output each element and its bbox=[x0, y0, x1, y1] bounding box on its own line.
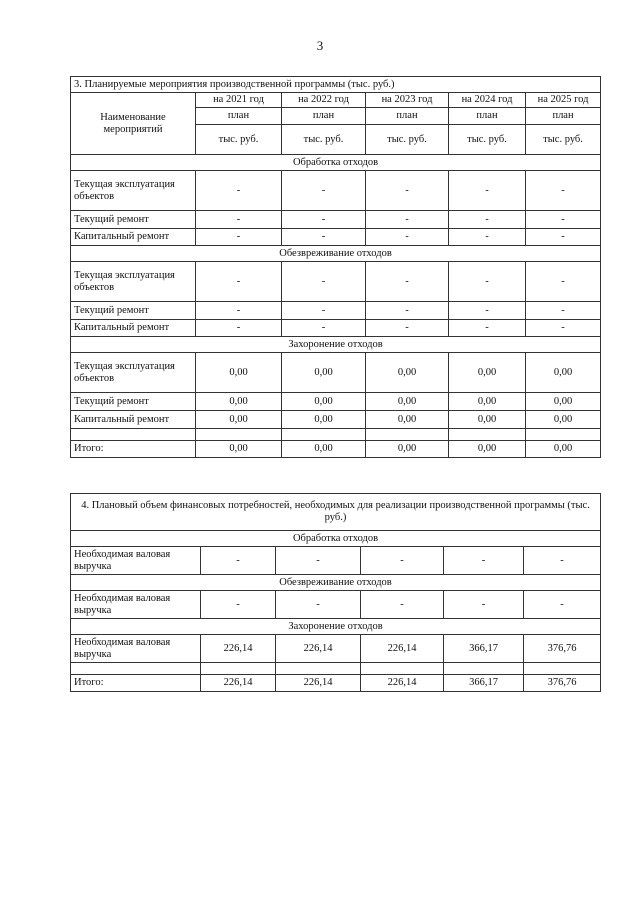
unit-header: тыс. руб. bbox=[366, 125, 449, 155]
value-cell: - bbox=[196, 302, 282, 320]
table-row bbox=[71, 547, 601, 575]
table-row bbox=[71, 211, 601, 229]
total-value: 226,14 bbox=[201, 675, 276, 692]
value-cell: 0,00 bbox=[196, 353, 282, 393]
blank-row bbox=[71, 429, 601, 441]
financial-needs-table bbox=[70, 493, 601, 692]
table-row bbox=[71, 411, 601, 429]
value-cell: - bbox=[444, 547, 524, 575]
value-cell: - bbox=[201, 547, 276, 575]
table4-title: 4. Плановый объем финансовых потребностей, необходимых для реализации производственной программы (тыс. руб.) bbox=[71, 494, 601, 531]
value-cell: - bbox=[524, 547, 601, 575]
value-cell: - bbox=[526, 320, 601, 337]
table-row bbox=[71, 591, 601, 619]
total-value: 0,00 bbox=[526, 441, 601, 458]
year-header: на 2021 год bbox=[196, 93, 282, 108]
value-cell: - bbox=[282, 302, 366, 320]
year-header: на 2023 год bbox=[366, 93, 449, 108]
row-name: Текущая эксплуатация объектов bbox=[71, 262, 196, 302]
row-name: Текущая эксплуатация объектов bbox=[71, 171, 196, 211]
section-title: Захоронение отходов bbox=[71, 337, 601, 353]
total-row bbox=[71, 675, 601, 692]
row-name: Капитальный ремонт bbox=[71, 320, 196, 337]
value-cell: - bbox=[366, 211, 449, 229]
value-cell: - bbox=[449, 211, 526, 229]
value-cell: 226,14 bbox=[201, 635, 276, 663]
value-cell: - bbox=[196, 262, 282, 302]
value-cell: - bbox=[526, 302, 601, 320]
planned-activities-table bbox=[70, 76, 601, 458]
value-cell: - bbox=[196, 211, 282, 229]
value-cell: - bbox=[524, 591, 601, 619]
value-cell: 226,14 bbox=[361, 635, 444, 663]
value-cell: - bbox=[526, 262, 601, 302]
table-row bbox=[71, 320, 601, 337]
value-cell: - bbox=[196, 171, 282, 211]
value-cell: 0,00 bbox=[282, 393, 366, 411]
value-cell: - bbox=[366, 262, 449, 302]
section-title: Захоронение отходов bbox=[71, 619, 601, 635]
value-cell: 0,00 bbox=[366, 393, 449, 411]
plan-header: план bbox=[366, 108, 449, 125]
value-cell: - bbox=[366, 171, 449, 211]
total-value: 376,76 bbox=[524, 675, 601, 692]
total-value: 226,14 bbox=[276, 675, 361, 692]
name-column-header: Наименование мероприятий bbox=[71, 93, 196, 155]
value-cell: 0,00 bbox=[282, 353, 366, 393]
value-cell: 376,76 bbox=[524, 635, 601, 663]
section-title: Обезвреживание отходов bbox=[71, 575, 601, 591]
value-cell: 0,00 bbox=[526, 411, 601, 429]
value-cell: 0,00 bbox=[366, 353, 449, 393]
blank-row bbox=[71, 663, 601, 675]
table3-title: 3. Планируемые мероприятия производственной программы (тыс. руб.) bbox=[71, 77, 601, 93]
value-cell: 0,00 bbox=[449, 393, 526, 411]
value-cell: 366,17 bbox=[444, 635, 524, 663]
table-row bbox=[71, 229, 601, 246]
row-name: Текущий ремонт bbox=[71, 211, 196, 229]
table-row bbox=[71, 262, 601, 302]
value-cell: - bbox=[526, 229, 601, 246]
value-cell: - bbox=[366, 320, 449, 337]
total-value: 0,00 bbox=[366, 441, 449, 458]
value-cell: - bbox=[196, 320, 282, 337]
row-name: Необходимая валовая выручка bbox=[71, 547, 201, 575]
value-cell: - bbox=[449, 262, 526, 302]
value-cell: - bbox=[276, 547, 361, 575]
table-row bbox=[71, 353, 601, 393]
total-value: 226,14 bbox=[361, 675, 444, 692]
value-cell: 0,00 bbox=[526, 393, 601, 411]
value-cell: - bbox=[361, 591, 444, 619]
value-cell: - bbox=[282, 262, 366, 302]
unit-header: тыс. руб. bbox=[282, 125, 366, 155]
total-value: 0,00 bbox=[282, 441, 366, 458]
row-name: Текущая эксплуатация объектов bbox=[71, 353, 196, 393]
plan-header: план bbox=[526, 108, 601, 125]
value-cell: 0,00 bbox=[196, 411, 282, 429]
total-value: 0,00 bbox=[196, 441, 282, 458]
value-cell: - bbox=[526, 211, 601, 229]
row-name: Необходимая валовая выручка bbox=[71, 591, 201, 619]
year-header: на 2022 год bbox=[282, 93, 366, 108]
total-label: Итого: bbox=[71, 441, 196, 458]
value-cell: - bbox=[282, 211, 366, 229]
row-name: Текущий ремонт bbox=[71, 302, 196, 320]
value-cell: 0,00 bbox=[526, 353, 601, 393]
value-cell: - bbox=[526, 171, 601, 211]
page-number: 3 bbox=[316, 38, 324, 53]
plan-header: план bbox=[196, 108, 282, 125]
plan-header: план bbox=[282, 108, 366, 125]
plan-header: план bbox=[449, 108, 526, 125]
table-row bbox=[71, 635, 601, 663]
value-cell: - bbox=[449, 229, 526, 246]
value-cell: - bbox=[444, 591, 524, 619]
section-title: Обезвреживание отходов bbox=[71, 246, 601, 262]
value-cell: - bbox=[282, 171, 366, 211]
total-value: 0,00 bbox=[449, 441, 526, 458]
total-row bbox=[71, 441, 601, 458]
row-name: Капитальный ремонт bbox=[71, 411, 196, 429]
unit-header: тыс. руб. bbox=[449, 125, 526, 155]
value-cell: - bbox=[196, 229, 282, 246]
row-name: Необходимая валовая выручка bbox=[71, 635, 201, 663]
total-label: Итого: bbox=[71, 675, 201, 692]
table-row bbox=[71, 393, 601, 411]
unit-header: тыс. руб. bbox=[196, 125, 282, 155]
value-cell: 0,00 bbox=[196, 393, 282, 411]
table-row bbox=[71, 171, 601, 211]
section-title: Обработка отходов bbox=[71, 155, 601, 171]
value-cell: - bbox=[282, 320, 366, 337]
value-cell: - bbox=[449, 302, 526, 320]
row-name: Капитальный ремонт bbox=[71, 229, 196, 246]
value-cell: - bbox=[361, 547, 444, 575]
value-cell: - bbox=[366, 302, 449, 320]
value-cell: - bbox=[282, 229, 366, 246]
value-cell: 0,00 bbox=[449, 353, 526, 393]
total-value: 366,17 bbox=[444, 675, 524, 692]
section-title: Обработка отходов bbox=[71, 531, 601, 547]
value-cell: - bbox=[366, 229, 449, 246]
value-cell: - bbox=[449, 171, 526, 211]
unit-header: тыс. руб. bbox=[526, 125, 601, 155]
value-cell: 0,00 bbox=[449, 411, 526, 429]
value-cell: 0,00 bbox=[282, 411, 366, 429]
value-cell: - bbox=[276, 591, 361, 619]
row-name: Текущий ремонт bbox=[71, 393, 196, 411]
value-cell: 0,00 bbox=[366, 411, 449, 429]
value-cell: 226,14 bbox=[276, 635, 361, 663]
value-cell: - bbox=[201, 591, 276, 619]
table-row bbox=[71, 302, 601, 320]
year-header: на 2025 год bbox=[526, 93, 601, 108]
year-header: на 2024 год bbox=[449, 93, 526, 108]
value-cell: - bbox=[449, 320, 526, 337]
